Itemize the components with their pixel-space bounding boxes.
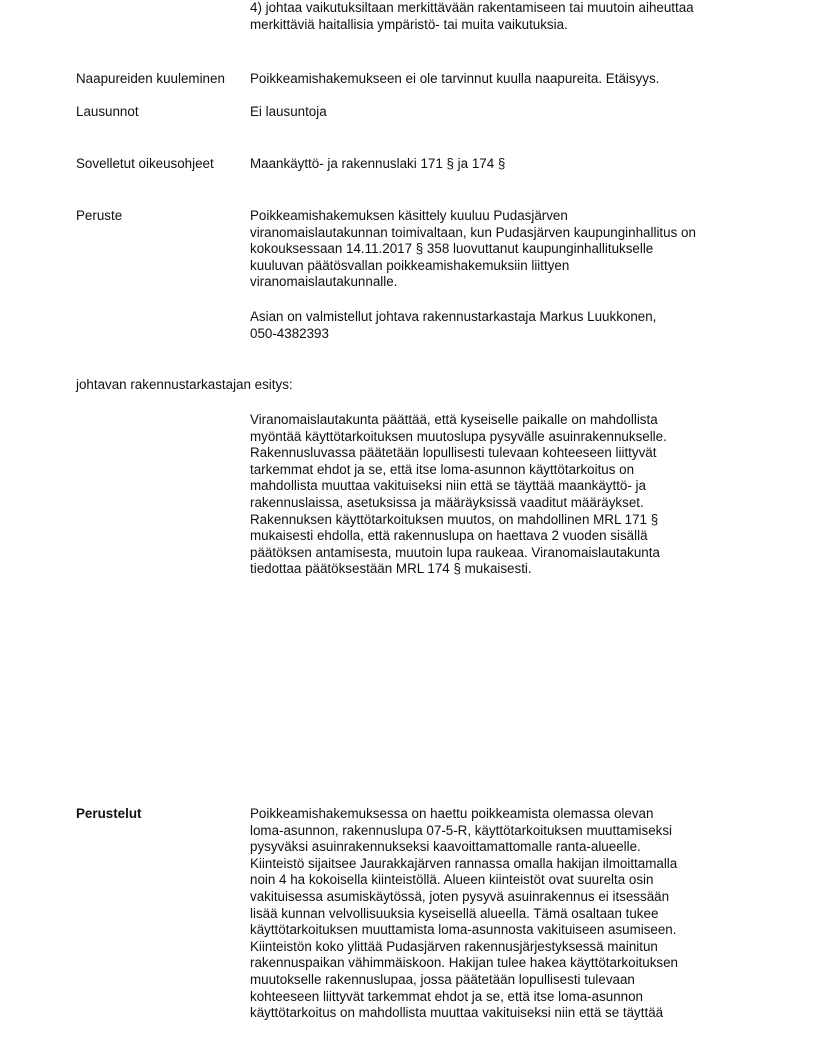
text-line: rakennuslaissa, asetuksissa ja määräyksissä vaaditut määräykset. bbox=[250, 494, 644, 510]
text-line: muutokselle rakennuslupaa, jossa päätetään lopullisesti tulevaan bbox=[250, 971, 635, 987]
text-line: rakennuspaikan vähimmäiskoon. Hakijan tulee hakea käyttötarkoituksen bbox=[250, 955, 678, 971]
text-line: tarkemmat ehdot ja se, että itse loma-asunnon käyttötarkoitus on bbox=[250, 461, 635, 477]
proposal-heading: johtavan rakennustarkastajan esitys: bbox=[76, 377, 293, 392]
section-label-oikeusohjeet: Sovelletut oikeusohjeet bbox=[76, 156, 214, 171]
text-line: Poikkeamishakemukseen ei ole tarvinnut kuulla naapureita. Etäisyys. bbox=[250, 71, 660, 86]
text-line: pysyväksi asuinrakennukseksi kaavoittamattomalle ranta-alueelle. bbox=[250, 839, 641, 855]
text-line: 4) johtaa vaikutuksiltaan merkittävään rakentamiseen tai muutoin aiheuttaa bbox=[250, 0, 694, 15]
text-line: käyttötarkoitus on mahdollista muuttaa vakituiseksi niin että se täyttää bbox=[250, 1005, 664, 1021]
text-line: Kiinteistön koko ylittää Pudasjärven rakennusjärjestyksessä mainitun bbox=[250, 938, 658, 954]
text-line: vakituisessa asumiskäytössä, joten pysyvä asuinrakennus ei itsessään bbox=[250, 888, 670, 904]
text-line: Poikkeamishakemuksen käsittely kuuluu Pudasjärven bbox=[250, 208, 568, 223]
text-line: Ei lausuntoja bbox=[250, 104, 327, 119]
text-line: myöntää käyttötarkoituksen muutoslupa pysyvälle asuinrakennukselle. bbox=[250, 428, 667, 444]
section-label-peruste: Peruste bbox=[76, 208, 123, 223]
text-line: noin 4 ha kokoisella kiinteistöllä. Alueen kiinteistöt ovat suurelta osin bbox=[250, 872, 654, 888]
text-line: Rakennusluvassa päätetään lopullisesti tulevaan kohteeseen liittyvät bbox=[250, 445, 657, 461]
text-line: 050-4382393 bbox=[250, 325, 329, 341]
text-line: Kiinteistö sijaitsee Jaurakkajärven rannassa omalla hakijan ilmoittamalla bbox=[250, 855, 678, 871]
text-line: loma-asunnon, rakennuslupa 07-5-R, käyttötarkoituksen muuttamiseksi bbox=[250, 822, 673, 838]
text-line: merkittäviä haitallisia ympäristö- tai muita vaikutuksia. bbox=[250, 16, 568, 32]
text-line: Asian on valmistellut johtava rakennustarkastaja Markus Luukkonen, bbox=[250, 309, 657, 324]
text-line: lisää kunnan velvollisuuksia kyseisellä alueella. Tämä osaltaan tukee bbox=[250, 905, 659, 921]
section-text-lausunnot bbox=[250, 104, 750, 121]
text-line: Poikkeamishakemuksessa on haettu poikkeamista olemassa olevan bbox=[250, 806, 654, 821]
text-line: Maankäyttö- ja rakennuslaki 171 § ja 174 § bbox=[250, 156, 506, 171]
section-label-lausunnot: Lausunnot bbox=[76, 104, 139, 119]
text-line: mukaisesti ehdolla, että rakennuslupa on haettava 2 vuoden sisällä bbox=[250, 528, 648, 544]
continuation-text bbox=[250, 0, 750, 33]
text-line: viranomaislautakunnan toimivaltaan, kun Pudasjärven kaupunginhallitus on bbox=[250, 224, 696, 240]
proposal-text bbox=[250, 412, 750, 578]
text-line: Rakennuksen käyttötarkoituksen muutos, on mahdollinen MRL 171 § bbox=[250, 511, 659, 527]
section-label-naapureiden-kuuleminen: Naapureiden kuuleminen bbox=[76, 71, 225, 86]
preparer-info bbox=[250, 309, 750, 342]
section-text-peruste bbox=[250, 208, 750, 291]
text-line: kokouksessaan 14.11.2017 § 358 luovuttanut kaupunginhallitukselle bbox=[250, 241, 654, 257]
section-label-perustelut: Perustelut bbox=[76, 806, 142, 821]
text-line: tiedottaa päätöksestään MRL 174 § mukaisesti. bbox=[250, 561, 532, 577]
text-line: päätöksen antamisesta, muutoin lupa raukeaa. Viranomaislautakunta bbox=[250, 544, 660, 560]
text-line: Viranomaislautakunta päättää, että kyseiselle paikalle on mahdollista bbox=[250, 412, 658, 427]
text-line: mahdollista muuttaa vakituiseksi niin että se täyttää maankäyttö- ja bbox=[250, 478, 646, 494]
text-line: viranomaislautakunnalle. bbox=[250, 274, 398, 290]
text-line: kohteeseen liittyvät tarkemmat ehdot ja se, että itse loma-asunnon bbox=[250, 988, 644, 1004]
section-text-oikeusohjeet bbox=[250, 156, 750, 173]
text-line: kuuluvan päätösvallan poikkeamishakemuksiin liittyen bbox=[250, 257, 570, 273]
section-text-perustelut bbox=[250, 806, 750, 1022]
section-text-naapureiden-kuuleminen bbox=[250, 71, 750, 88]
text-line: käyttötarkoituksen muuttamista loma-asunnosta vakituiseen asumiseen. bbox=[250, 922, 677, 938]
